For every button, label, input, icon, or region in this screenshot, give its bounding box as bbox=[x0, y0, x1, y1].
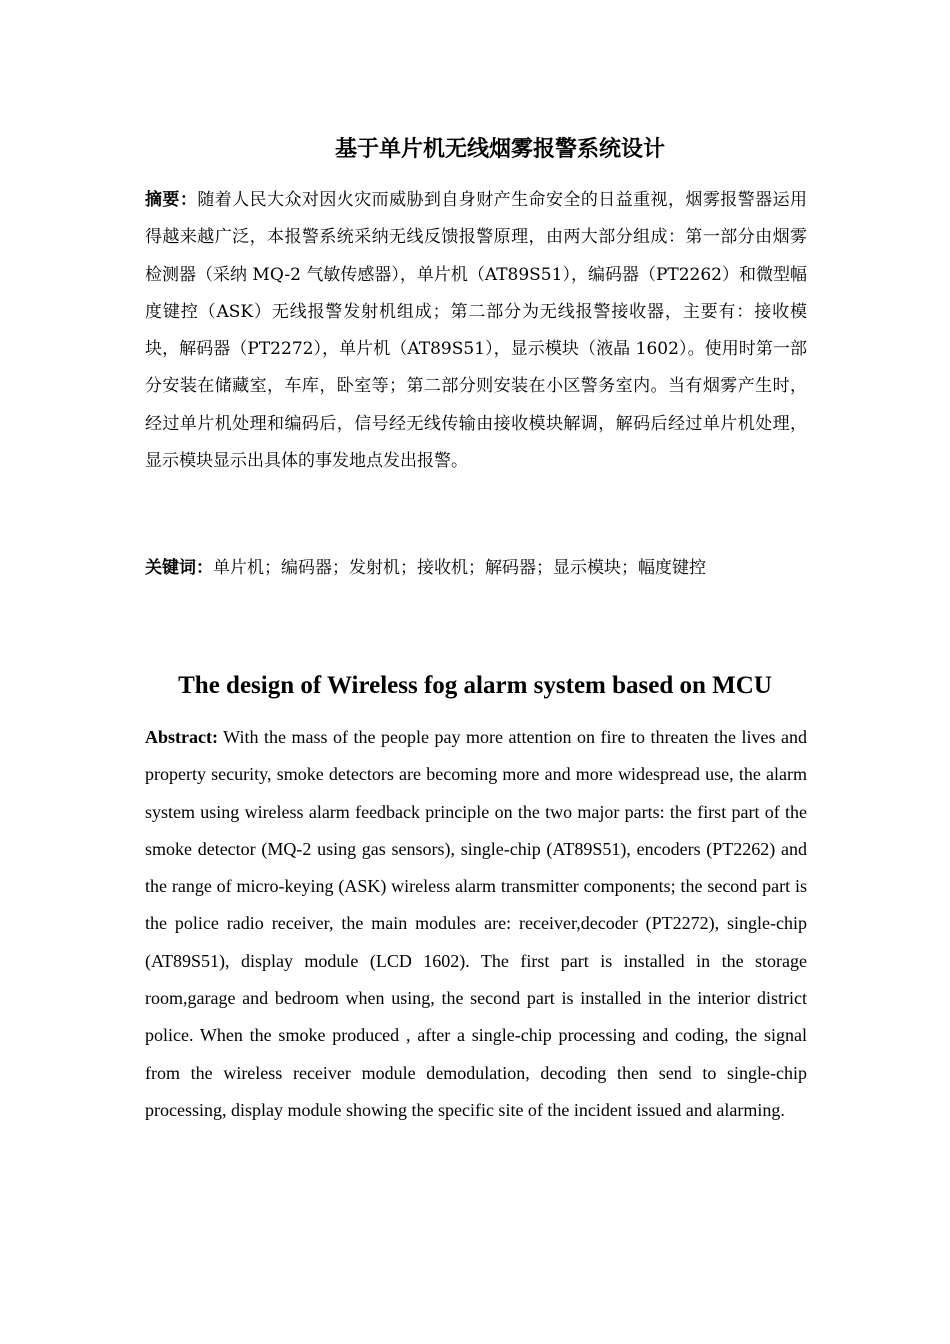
english-abstract-text: With the mass of the people pay more attention on fire to threaten the lives and property security, smoke detectors are becoming more and more widespread use, the alarm system using wireless alarm feedback principle on the two major parts: the first part of the smoke detector (MQ-2 using gas sensors), single-chip (AT89S51), encoders (PT2262) and the range of micro-keying (ASK) wireless alarm transmitter components; the second part is the police radio receiver, the main modules are: receiver,decoder (PT2272), single-chip (AT89S51), display module (LCD 1602). The first part is installed in the storage room,garage and bedroom when using, the second part is installed in the interior district police. When the smoke produced , after a single-chip processing and coding, the signal from the wireless receiver module demodulation, decoding then send to single-chip processing, display module showing the specific site of the incident issued and alarming. bbox=[145, 727, 807, 1120]
chinese-title: 基于单片机无线烟雾报警系统设计 bbox=[334, 137, 665, 162]
chinese-keywords bbox=[145, 552, 807, 584]
chinese-abstract bbox=[145, 182, 807, 480]
chinese-abstract-text: 随着人民大众对因火灾而威胁到自身财产生命安全的日益重视，烟雾报警器运用得越来越广泛，本报警系统采纳无线反馈报警原理，由两大部分组成：第一部分由烟雾检测器（采纳 MQ-2 气敏传感器），单片机（AT89S51），编码器（PT2262）和微型幅度键控（ASK）无线报警发射机组成；第二部分为无线报警接收器，主要有：接收模块，解码器（PT2272），单片机（AT89S51），显示模块（液晶 1602）。使用时第一部分安装在储藏室，车库，卧室等；第二部分则安装在小区警务室内。当有烟雾产生时，经过单片机处理和编码后，信号经无线传输由接收模块解调，解码后经过单片机处理，显示模块显示出具体的事发地点发出报警。 bbox=[145, 190, 808, 472]
english-abstract-label: Abstract: bbox=[145, 727, 218, 747]
chinese-keywords-text: 单片机；编码器；发射机；接收机；解码器；显示模块；幅度键控 bbox=[213, 558, 706, 578]
english-title: The design of Wireless fog alarm system based on MCU bbox=[178, 672, 772, 699]
chinese-keywords-label: 关键词： bbox=[145, 558, 213, 578]
english-abstract bbox=[145, 719, 807, 1129]
chinese-abstract-label: 摘要： bbox=[145, 190, 198, 210]
